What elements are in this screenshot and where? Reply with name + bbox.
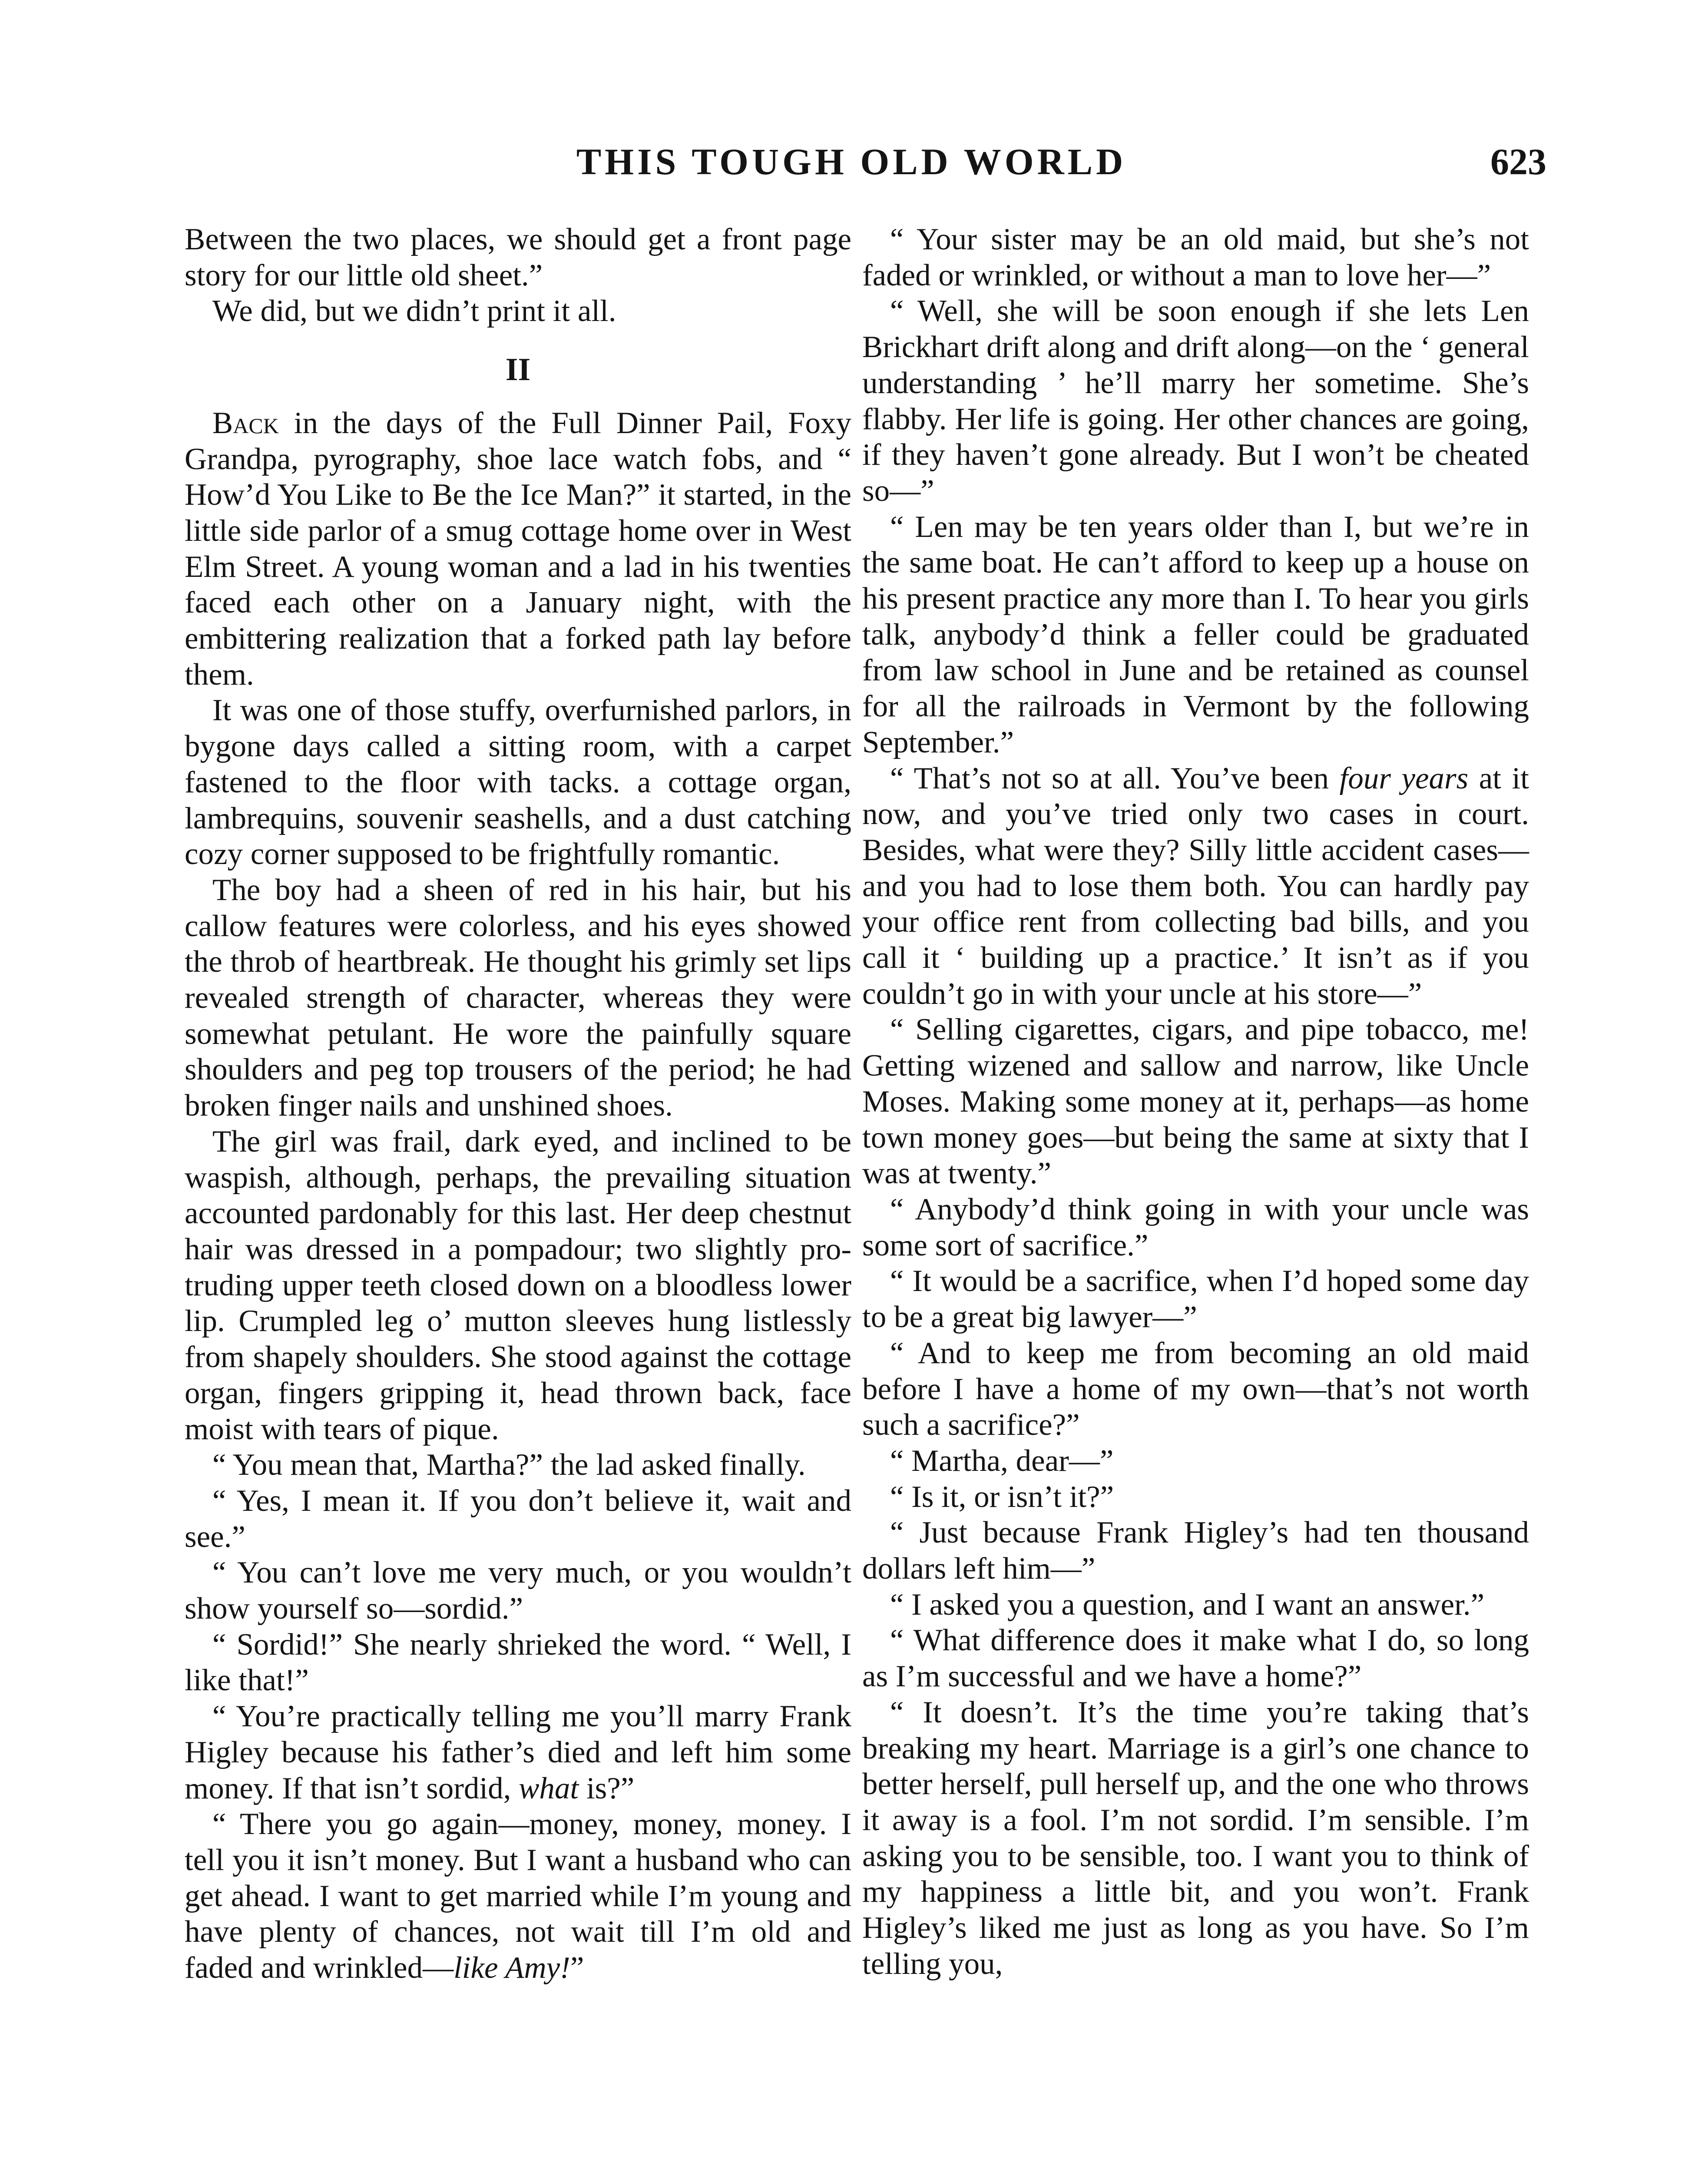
paragraph-text: at it now, and you’ve tried only two cases in court. Besides, what were they? Silly little accident cases—and you had to lose them both. You can hardly pay your office rent from collecting bad bills, and you call it ‘ building up a practice.’ It isn’t as if you couldn’t go in with your uncle at his store—” [862, 761, 1529, 1011]
page-header [156, 140, 1546, 201]
paragraph [185, 1699, 851, 1806]
italic-text: what [519, 1771, 579, 1805]
paragraph-text: is?” [579, 1771, 635, 1805]
paragraph: “ It would be a sacrifice, when I’d hoped some day to be a great big lawyer—” [862, 1264, 1529, 1334]
paragraph-text: “ That’s not so at all. You’ve been [890, 761, 1340, 795]
paragraph [185, 1806, 851, 1986]
paragraph: “ You can’t love me very much, or you wouldn’t show yourself so—sordid.” [185, 1556, 851, 1626]
page-number: 623 [1490, 141, 1546, 182]
paragraph: “ Anybody’d think going in with your uncle was some sort of sacrifice.” [862, 1192, 1529, 1262]
paragraph: It was one of those stuffy, overfurnished parlors, in bygone days called a sitting room, with a carpet fastened to the floor with tacks. a cottage organ, lambrequins, souvenir seashells, and a dust catching cozy corner supposed to be frightfully romantic. [185, 693, 851, 871]
paragraph: “ You mean that, Martha?” the lad asked finally. [212, 1448, 806, 1482]
paragraph: “ Yes, I mean it. If you don’t believe it, wait and see.” [185, 1483, 851, 1554]
paragraph: “ I asked you a question, and I want an answer.” [890, 1587, 1485, 1622]
paragraph: “ Your sister may be an old maid, but she’s not faded or wrinkled, or without a man to love her—” [862, 222, 1529, 292]
paragraph: “ And to keep me from becoming an old maid before I have a home of my own—that’s not worth such a sacrifice?” [862, 1336, 1529, 1442]
paragraph: “ It doesn’t. It’s the time you’re taking that’s breaking my heart. Marriage is a girl’s one chance to better herself, pull herself up, and the one who throws it away is a fool. I’m not sordid. I’m sensible. I’m asking you to be sensible, too. I want you to think of my happiness a little bit, and you won’t. Frank Higley’s liked me just as long as you have. So I’m telling you, [862, 1695, 1529, 1981]
right-column [862, 222, 1529, 1982]
paragraph [185, 405, 851, 693]
paragraph: “ Just because Frank Higley’s had ten thousand dollars left him—” [862, 1516, 1529, 1586]
paragraph-text: “ There you go again—money, money, money. I tell you it isn’t money. But I want a husband who can get ahead. I want to get married while I’m young and have plenty of chances, not wait till I’m old and faded and wrinkled— [185, 1807, 851, 1985]
paragraph: “ Martha, dear—” [890, 1444, 1114, 1478]
paragraph [862, 761, 1529, 1012]
paragraph-text: ” [570, 1951, 584, 1985]
paragraph-text: in the days of the Full Dinner Pail, Foxy Grandpa, pyrography, shoe lace watch fobs, and “ How’d You Like to Be the Ice Man?” it started, in the little side parlor of a smug cottage home over in West Elm Street. A young woman and a lad in his twenties faced each other on a January night, with the embittering realization that a forked path lay before them. [185, 406, 851, 692]
italic-text: four years [1339, 761, 1469, 795]
paragraph: “ Selling cigarettes, cigars, and pipe tobacco, me! Getting wizened and sallow and narrow, like Uncle Moses. Making some money at it, perhaps—as home town money goes—but being the same at sixty that I was at twenty.” [862, 1013, 1529, 1191]
paragraph: The girl was frail, dark eyed, and inclined to be waspish, although, perhaps, the prevailing situation accounted pardonably for this last. Her deep chestnut hair was dressed in a pompadour; two slightly protruding upper teeth closed down on a bloodless lower lip. Crumpled leg o’ mutton sleeves hung listlessly from shapely shoulders. She stood against the cottage organ, fingers gripping it, head thrown back, face moist with tears of pique. [185, 1124, 851, 1446]
paragraph: We did, but we didn’t print it all. [212, 294, 616, 328]
italic-text: like Amy! [453, 1951, 570, 1985]
left-column [185, 222, 851, 1986]
paragraph: “ Is it, or isn’t it?” [890, 1480, 1114, 1514]
paragraph: Between the two places, we should get a front page story for our little old sheet.” [185, 222, 851, 292]
paragraph-text: “ You’re practically telling me you’ll marry Frank Higley because his father’s died and left him some money. If that isn’t sordid, [185, 1699, 851, 1805]
paragraph: “ Sordid!” She nearly shrieked the word. “ Well, I like that!” [185, 1627, 851, 1698]
paragraph: “ Well, she will be soon enough if she lets Len Brickhart drift along and drift along—on the ‘ general understanding ’ he’ll marry her sometime. She’s flabby. Her life is going. Her other chances are going, if they haven’t gone already. But I won’t be cheated so—” [862, 294, 1529, 508]
paragraph: The boy had a sheen of red in his hair, but his callow features were colorless, and his eyes showed the throb of heartbreak. He thought his grimly set lips revealed strength of character, whereas they were somewhat petulant. He wore the painfully square shoulders and peg top trousers of the period; he had broken finger nails and unshined shoes. [185, 873, 851, 1123]
small-caps-lead: Back [212, 406, 279, 440]
section-number: II [505, 352, 531, 388]
running-title: THIS TOUGH OLD WORLD [576, 141, 1127, 182]
paragraph: “ Len may be ten years older than I, but we’re in the same boat. He can’t afford to keep up a house on his present practice any more than I. To hear you girls talk, anybody’d think a feller could be graduated from law school in June and be retained as counsel for all the railroads in Vermont by the following September.” [862, 510, 1529, 759]
paragraph: “ What difference does it make what I do, so long as I’m successful and we have a home?” [862, 1623, 1529, 1694]
